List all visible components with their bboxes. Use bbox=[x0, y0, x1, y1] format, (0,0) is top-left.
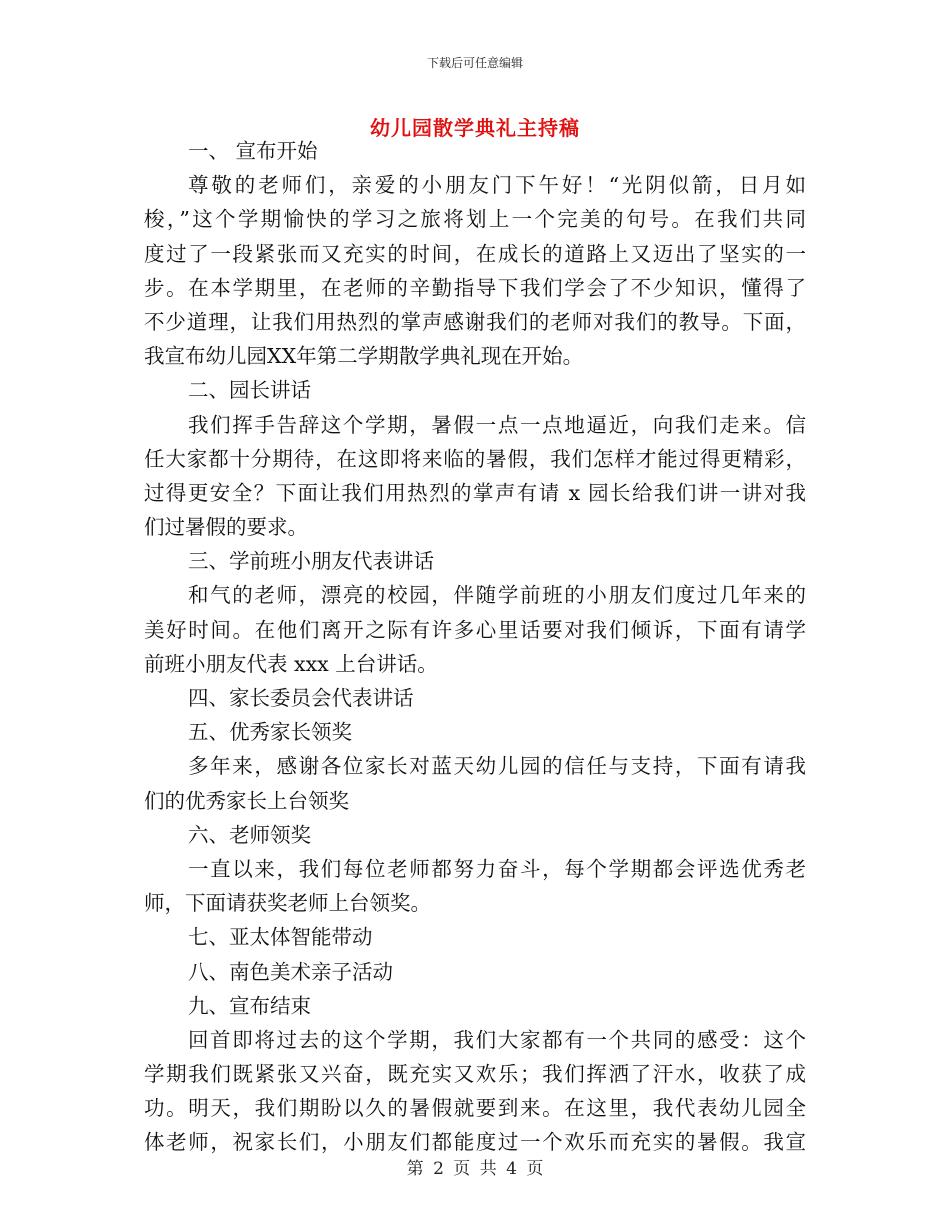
text-line: 一、 宣布开始 bbox=[188, 139, 318, 163]
text-line: 九、宣布结束 bbox=[188, 993, 311, 1018]
text-line: 美好时间。在他们离开之际有许多心里话要对我们倾诉，下面有请学 bbox=[144, 617, 806, 642]
text-line: 步。在本学期里，在老师的辛勤指导下我们学会了不少知识，懂得了 bbox=[144, 275, 806, 300]
text-line: 们过暑假的要求。 bbox=[144, 515, 308, 540]
text-line: 功。明天，我们期盼以久的暑假就要到来。在这里，我代表幼儿园全 bbox=[144, 1096, 806, 1121]
text-line: 六、老师领奖 bbox=[188, 822, 311, 847]
text-line: 三、学前班小朋友代表讲话 bbox=[188, 549, 434, 574]
text-line: 五、优秀家长领奖 bbox=[188, 720, 352, 745]
document-title: 幼儿园散学典礼主持稿 bbox=[370, 116, 580, 140]
text-line: 一直以来，我们每位老师都努力奋斗，每个学期都会评选优秀老 bbox=[188, 856, 806, 881]
text-line: 回首即将过去的这个学期，我们大家都有一个共同的感受：这个 bbox=[188, 1027, 806, 1052]
page-footer: 第 2 页 共 4 页 bbox=[406, 1159, 544, 1179]
text-line: 尊敬的老师们，亲爱的小朋友门下午好！“光阴似箭，日月如 bbox=[188, 173, 806, 198]
text-line: 不少道理，让我们用热烈的掌声感谢我们的老师对我们的教导。下面， bbox=[144, 309, 806, 334]
text-line: 度过了一段紧张而又充实的时间，在成长的道路上又迈出了坚实的一 bbox=[144, 241, 806, 266]
text-line: 四、家长委员会代表讲话 bbox=[188, 686, 414, 710]
text-line: 多年来，感谢各位家长对蓝天幼儿园的信任与支持，下面有请我 bbox=[188, 754, 806, 779]
document-body bbox=[144, 134, 806, 1160]
text-line: 体老师，祝家长们，小朋友们都能度过一个欢乐而充实的暑假。我宣 bbox=[144, 1130, 806, 1155]
text-line: 梭，”这个学期愉快的学习之旅将划上一个完美的句号。在我们共同 bbox=[144, 207, 806, 232]
text-line: 二、园长讲话 bbox=[188, 378, 311, 403]
text-line: 过得更安全？下面让我们用热烈的掌声有请 x 园长给我们讲一讲对我 bbox=[144, 480, 806, 505]
text-line: 们的优秀家长上台领奖 bbox=[144, 788, 349, 813]
text-line: 前班小朋友代表 xxx 上台讲话。 bbox=[144, 651, 438, 676]
text-line: 我们挥手告辞这个学期，暑假一点一点地逼近，向我们走来。信 bbox=[188, 412, 806, 437]
text-line: 师，下面请获奖老师上台领奖。 bbox=[144, 891, 431, 916]
header-note: 下载后可任意编辑 bbox=[426, 56, 523, 70]
text-line: 和气的老师，漂亮的校园，伴随学前班的小朋友们度过几年来的 bbox=[188, 583, 806, 608]
text-line: 任大家都十分期待，在这即将来临的暑假，我们怎样才能过得更精彩， bbox=[144, 446, 806, 471]
text-line: 我宣布幼儿园XX年第二学期散学典礼现在开始。 bbox=[144, 344, 584, 369]
text-line: 学期我们既紧张又兴奋，既充实又欢乐；我们挥洒了汗水，收获了成 bbox=[144, 1062, 806, 1087]
text-line: 八、南色美术亲子活动 bbox=[188, 959, 393, 984]
text-line: 七、亚太体智能带动 bbox=[188, 925, 373, 950]
